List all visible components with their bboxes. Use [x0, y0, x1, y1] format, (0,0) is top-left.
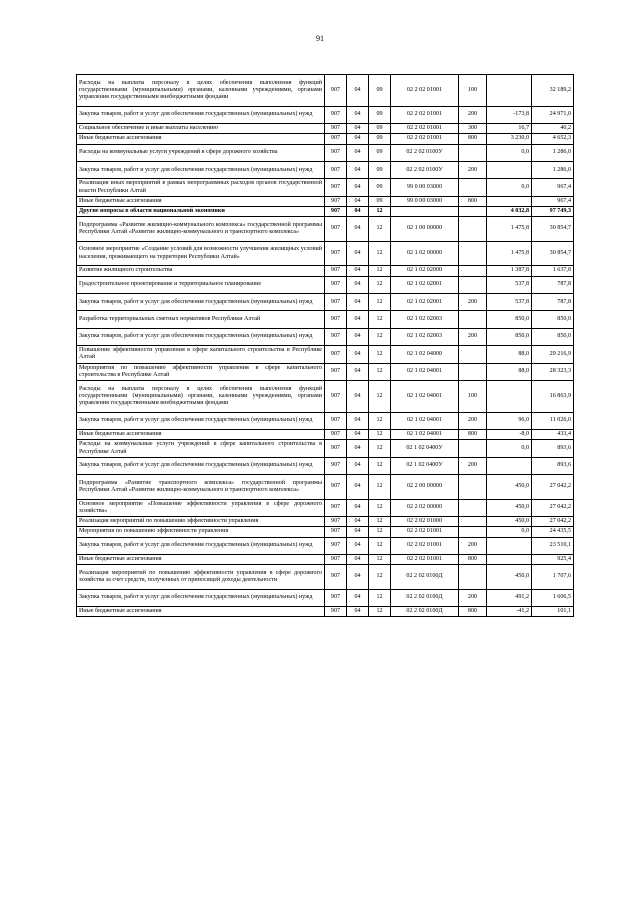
budget-table — [76, 74, 574, 617]
grbs-code-cell: 907 — [325, 75, 347, 107]
grbs-code-cell: 907 — [325, 380, 347, 412]
expense-type-cell — [459, 517, 487, 527]
subsection-code-cell: 09 — [369, 179, 391, 196]
table-row — [77, 196, 574, 206]
grbs-code-cell: 907 — [325, 607, 347, 617]
grbs-code-cell: 907 — [325, 196, 347, 206]
target-article-cell: 02 2 02 0100У — [391, 161, 459, 178]
expense-name-cell: Закупка товаров, работ и услуг для обеспечения государственных (муниципальных) нужд — [77, 537, 325, 554]
total-amount-cell: 101,1 — [532, 607, 574, 617]
section-code-cell: 04 — [347, 346, 369, 363]
subsection-code-cell: 09 — [369, 161, 391, 178]
section-code-cell: 04 — [347, 144, 369, 161]
expense-type-cell: 200 — [459, 161, 487, 178]
table-row — [77, 144, 574, 161]
grbs-code-cell: 907 — [325, 134, 347, 144]
table-row — [77, 217, 574, 242]
subsection-code-cell: 12 — [369, 499, 391, 516]
target-article-cell: 02 2 02 0100У — [391, 144, 459, 161]
section-code-cell: 04 — [347, 440, 369, 457]
expense-type-cell — [459, 527, 487, 537]
expense-name-cell: Подпрограмма «Развитие транспортного комплекса» государственной программы Республики Алтай «Развитие жилищно-коммунального и транспортного комплекса» — [77, 475, 325, 500]
expense-type-cell — [459, 276, 487, 293]
target-article-cell: 02 1 02 02001 — [391, 276, 459, 293]
change-amount-cell: 1 475,8 — [487, 217, 532, 242]
section-code-cell: 04 — [347, 527, 369, 537]
total-amount-cell: 4 652,3 — [532, 134, 574, 144]
change-amount-cell: 3 230,0 — [487, 134, 532, 144]
target-article-cell: 02 2 02 0100Д — [391, 607, 459, 617]
grbs-code-cell: 907 — [325, 217, 347, 242]
target-article-cell: 02 1 02 04001 — [391, 412, 459, 429]
change-amount-cell: 96,0 — [487, 412, 532, 429]
target-article-cell: 02 1 02 02001 — [391, 293, 459, 310]
section-code-cell: 04 — [347, 363, 369, 380]
section-code-cell: 04 — [347, 380, 369, 412]
table-row — [77, 206, 574, 216]
subsection-code-cell: 12 — [369, 554, 391, 564]
change-amount-cell — [487, 380, 532, 412]
expense-name-cell: Мероприятия по повышению эффективности управления — [77, 527, 325, 537]
total-amount-cell: 97 749,3 — [532, 206, 574, 216]
subsection-code-cell: 09 — [369, 196, 391, 206]
table-row — [77, 276, 574, 293]
table-row — [77, 537, 574, 554]
expense-name-cell: Реализация мероприятий по повышению эффективности управления — [77, 517, 325, 527]
section-code-cell: 04 — [347, 537, 369, 554]
section-code-cell: 04 — [347, 328, 369, 345]
target-article-cell: 02 2 00 00000 — [391, 475, 459, 500]
grbs-code-cell: 907 — [325, 457, 347, 474]
change-amount-cell: -8,0 — [487, 430, 532, 440]
table-row — [77, 554, 574, 564]
expense-type-cell: 800 — [459, 196, 487, 206]
grbs-code-cell: 907 — [325, 499, 347, 516]
grbs-code-cell: 907 — [325, 537, 347, 554]
change-amount-cell: 450,0 — [487, 499, 532, 516]
expense-type-cell — [459, 440, 487, 457]
total-amount-cell: 1 707,6 — [532, 565, 574, 590]
total-amount-cell: 16 863,9 — [532, 380, 574, 412]
expense-name-cell: Развитие жилищного строительства — [77, 266, 325, 276]
target-article-cell: 02 2 02 01001 — [391, 527, 459, 537]
expense-name-cell: Реализация мероприятий по повышению эффективности управления в сфере дорожного хозяйства за счет средств, полученных от приносящей доходы деятельности — [77, 565, 325, 590]
expense-name-cell: Разработка территориальных сметных нормативов Республики Алтай — [77, 311, 325, 328]
subsection-code-cell: 09 — [369, 144, 391, 161]
section-code-cell: 04 — [347, 106, 369, 123]
grbs-code-cell: 907 — [325, 293, 347, 310]
target-article-cell: 02 1 02 0400У — [391, 457, 459, 474]
grbs-code-cell: 907 — [325, 430, 347, 440]
change-amount-cell: -173,8 — [487, 106, 532, 123]
subsection-code-cell: 12 — [369, 346, 391, 363]
table-row — [77, 346, 574, 363]
change-amount-cell: 537,8 — [487, 293, 532, 310]
expense-name-cell: Закупка товаров, работ и услуг для обеспечения государственных (муниципальных) нужд — [77, 589, 325, 606]
change-amount-cell: -41,2 — [487, 607, 532, 617]
change-amount-cell: 450,0 — [487, 565, 532, 590]
expense-name-cell: Расходы на выплаты персоналу в целях обеспечения выполнения функций государственными (муниципальными) органами, казенными учреждениями, органами управления государственными внебюджетными фондами — [77, 380, 325, 412]
grbs-code-cell: 907 — [325, 276, 347, 293]
table-row — [77, 311, 574, 328]
grbs-code-cell: 907 — [325, 311, 347, 328]
table-row — [77, 241, 574, 266]
change-amount-cell: 537,8 — [487, 276, 532, 293]
grbs-code-cell: 907 — [325, 328, 347, 345]
total-amount-cell: 27 042,2 — [532, 499, 574, 516]
section-code-cell: 04 — [347, 517, 369, 527]
section-code-cell: 04 — [347, 565, 369, 590]
expense-name-cell: Иные бюджетные ассигнования — [77, 430, 325, 440]
total-amount-cell: 30 854,7 — [532, 217, 574, 242]
section-code-cell: 04 — [347, 124, 369, 134]
subsection-code-cell: 12 — [369, 537, 391, 554]
subsection-code-cell: 12 — [369, 565, 391, 590]
section-code-cell: 04 — [347, 554, 369, 564]
expense-type-cell — [459, 179, 487, 196]
expense-name-cell: Расходы на коммунальные услуги учреждений в сфере дорожного хозяйства — [77, 144, 325, 161]
section-code-cell: 04 — [347, 607, 369, 617]
subsection-code-cell: 12 — [369, 475, 391, 500]
table-row — [77, 499, 574, 516]
total-amount-cell: 11 026,0 — [532, 412, 574, 429]
subsection-code-cell: 12 — [369, 430, 391, 440]
expense-name-cell: Закупка товаров, работ и услуг для обеспечения государственных (муниципальных) нужд — [77, 412, 325, 429]
change-amount-cell: 1 387,8 — [487, 266, 532, 276]
expense-name-cell: Расходы на коммунальные услуги учреждений в сфере капитального строительства в Республике Алтай — [77, 440, 325, 457]
change-amount-cell: 491,2 — [487, 589, 532, 606]
target-article-cell: 02 2 02 01001 — [391, 106, 459, 123]
table-row — [77, 161, 574, 178]
table-row — [77, 430, 574, 440]
change-amount-cell — [487, 196, 532, 206]
table-row — [77, 589, 574, 606]
expense-type-cell — [459, 266, 487, 276]
subsection-code-cell: 12 — [369, 241, 391, 266]
expense-type-cell: 200 — [459, 106, 487, 123]
grbs-code-cell: 907 — [325, 440, 347, 457]
section-code-cell: 04 — [347, 134, 369, 144]
grbs-code-cell: 907 — [325, 554, 347, 564]
target-article-cell: 02 2 02 01001 — [391, 134, 459, 144]
target-article-cell: 02 2 02 0100Д — [391, 565, 459, 590]
change-amount-cell — [487, 75, 532, 107]
expense-type-cell — [459, 475, 487, 500]
target-article-cell: 99 0 00 03000 — [391, 179, 459, 196]
table-row — [77, 293, 574, 310]
table-row — [77, 607, 574, 617]
change-amount-cell — [487, 161, 532, 178]
change-amount-cell: 0,0 — [487, 144, 532, 161]
target-article-cell: 02 1 02 04001 — [391, 363, 459, 380]
subsection-code-cell: 09 — [369, 106, 391, 123]
expense-type-cell: 100 — [459, 380, 487, 412]
section-code-cell: 04 — [347, 589, 369, 606]
expense-name-cell: Иные бюджетные ассигнования — [77, 554, 325, 564]
grbs-code-cell: 907 — [325, 106, 347, 123]
subsection-code-cell: 12 — [369, 457, 391, 474]
total-amount-cell: 32 189,2 — [532, 75, 574, 107]
table-body — [77, 75, 574, 617]
expense-type-cell: 800 — [459, 134, 487, 144]
table-row — [77, 134, 574, 144]
table-row — [77, 440, 574, 457]
subsection-code-cell: 09 — [369, 124, 391, 134]
expense-name-cell: Расходы на выплаты персоналу в целях обеспечения выполнения функций государственными (муниципальными) органами, казенными учреждениями, органами управления государственными внебюджетными фондами — [77, 75, 325, 107]
expense-type-cell — [459, 206, 487, 216]
total-amount-cell: 893,6 — [532, 457, 574, 474]
change-amount-cell: 1 475,8 — [487, 241, 532, 266]
section-code-cell: 04 — [347, 311, 369, 328]
expense-name-cell: Социальное обеспечение и иные выплаты населению — [77, 124, 325, 134]
change-amount-cell — [487, 537, 532, 554]
total-amount-cell: 787,8 — [532, 276, 574, 293]
grbs-code-cell: 907 — [325, 206, 347, 216]
expense-type-cell — [459, 346, 487, 363]
expense-name-cell: Иные бюджетные ассигнования — [77, 196, 325, 206]
total-amount-cell: 24 971,0 — [532, 106, 574, 123]
total-amount-cell: 27 042,2 — [532, 517, 574, 527]
grbs-code-cell: 907 — [325, 527, 347, 537]
table-row — [77, 475, 574, 500]
change-amount-cell: 850,0 — [487, 311, 532, 328]
change-amount-cell: 88,0 — [487, 346, 532, 363]
expense-type-cell — [459, 565, 487, 590]
total-amount-cell: 1 606,5 — [532, 589, 574, 606]
change-amount-cell: 450,0 — [487, 517, 532, 527]
subsection-code-cell: 12 — [369, 589, 391, 606]
expense-name-cell: Основное мероприятие «Создание условий для возможности улучшения жилищных условий населения, проживающего на территории Республики Алтай» — [77, 241, 325, 266]
expense-type-cell — [459, 363, 487, 380]
expense-type-cell: 200 — [459, 328, 487, 345]
change-amount-cell: 850,0 — [487, 328, 532, 345]
change-amount-cell: 88,0 — [487, 363, 532, 380]
table-row — [77, 527, 574, 537]
table-row — [77, 457, 574, 474]
total-amount-cell: 925,4 — [532, 554, 574, 564]
section-code-cell: 04 — [347, 161, 369, 178]
section-code-cell: 04 — [347, 499, 369, 516]
expense-name-cell: Закупка товаров, работ и услуг для обеспечения государственных (муниципальных) нужд — [77, 328, 325, 345]
grbs-code-cell: 907 — [325, 363, 347, 380]
total-amount-cell: 1 286,0 — [532, 161, 574, 178]
total-amount-cell: 30 854,7 — [532, 241, 574, 266]
subsection-code-cell: 12 — [369, 363, 391, 380]
expense-type-cell — [459, 311, 487, 328]
change-amount-cell — [487, 457, 532, 474]
expense-name-cell: Закупка товаров, работ и услуг для обеспечения государственных (муниципальных) нужд — [77, 457, 325, 474]
subsection-code-cell: 12 — [369, 412, 391, 429]
section-code-cell: 04 — [347, 266, 369, 276]
grbs-code-cell: 907 — [325, 124, 347, 134]
expense-type-cell: 300 — [459, 124, 487, 134]
expense-name-cell: Закупка товаров, работ и услуг для обеспечения государственных (муниципальных) нужд — [77, 106, 325, 123]
target-article-cell: 02 2 02 00000 — [391, 499, 459, 516]
target-article-cell: 02 1 02 04001 — [391, 430, 459, 440]
table-row — [77, 266, 574, 276]
subsection-code-cell: 09 — [369, 134, 391, 144]
target-article-cell: 02 1 00 00000 — [391, 217, 459, 242]
subsection-code-cell: 12 — [369, 380, 391, 412]
total-amount-cell: 29 216,9 — [532, 346, 574, 363]
section-code-cell: 04 — [347, 457, 369, 474]
table-row — [77, 412, 574, 429]
table-row — [77, 179, 574, 196]
total-amount-cell: 967,4 — [532, 179, 574, 196]
target-article-cell: 99 0 00 03000 — [391, 196, 459, 206]
grbs-code-cell: 907 — [325, 266, 347, 276]
section-code-cell: 04 — [347, 206, 369, 216]
section-code-cell: 04 — [347, 217, 369, 242]
change-amount-cell: 4 032,8 — [487, 206, 532, 216]
expense-type-cell — [459, 241, 487, 266]
section-code-cell: 04 — [347, 196, 369, 206]
expense-name-cell: Закупка товаров, работ и услуг для обеспечения государственных (муниципальных) нужд — [77, 293, 325, 310]
expense-type-cell: 200 — [459, 589, 487, 606]
section-code-cell: 04 — [347, 179, 369, 196]
grbs-code-cell: 907 — [325, 517, 347, 527]
subsection-code-cell: 12 — [369, 217, 391, 242]
target-article-cell: 02 1 02 04000 — [391, 346, 459, 363]
expense-name-cell: Повышение эффективности управления в сфере капитального строительства в Республике Алтай — [77, 346, 325, 363]
section-code-cell: 04 — [347, 412, 369, 429]
subsection-code-cell: 12 — [369, 440, 391, 457]
section-code-cell: 04 — [347, 75, 369, 107]
total-amount-cell: 24 435,5 — [532, 527, 574, 537]
target-article-cell: 02 2 02 01001 — [391, 537, 459, 554]
expense-type-cell — [459, 499, 487, 516]
target-article-cell: 02 2 02 01001 — [391, 124, 459, 134]
subsection-code-cell: 12 — [369, 527, 391, 537]
table-row — [77, 106, 574, 123]
table-row — [77, 328, 574, 345]
total-amount-cell: 850,0 — [532, 328, 574, 345]
change-amount-cell: 0,0 — [487, 179, 532, 196]
expense-type-cell: 200 — [459, 457, 487, 474]
grbs-code-cell: 907 — [325, 589, 347, 606]
target-article-cell: 02 2 02 01001 — [391, 554, 459, 564]
total-amount-cell: 433,4 — [532, 430, 574, 440]
expense-name-cell: Иные бюджетные ассигнования — [77, 607, 325, 617]
subsection-code-cell: 12 — [369, 517, 391, 527]
table-row — [77, 75, 574, 107]
grbs-code-cell: 907 — [325, 475, 347, 500]
table-row — [77, 363, 574, 380]
grbs-code-cell: 907 — [325, 179, 347, 196]
target-article-cell: 02 1 02 04001 — [391, 380, 459, 412]
expense-type-cell — [459, 217, 487, 242]
table-row — [77, 517, 574, 527]
total-amount-cell: 850,0 — [532, 311, 574, 328]
total-amount-cell: 27 042,2 — [532, 475, 574, 500]
subsection-code-cell: 12 — [369, 311, 391, 328]
change-amount-cell: 16,7 — [487, 124, 532, 134]
table-row — [77, 380, 574, 412]
section-code-cell: 04 — [347, 430, 369, 440]
expense-type-cell — [459, 144, 487, 161]
expense-name-cell: Подпрограмма «Развитие жилищно-коммунального комплекса» государственной программы Республики Алтай «Развитие жилищно-коммунального и транспортного комплекса» — [77, 217, 325, 242]
target-article-cell: 02 1 02 00000 — [391, 241, 459, 266]
change-amount-cell — [487, 554, 532, 564]
grbs-code-cell: 907 — [325, 241, 347, 266]
expense-name-cell: Закупка товаров, работ и услуг для обеспечения государственных (муниципальных) нужд — [77, 161, 325, 178]
section-code-cell: 04 — [347, 293, 369, 310]
expense-type-cell: 100 — [459, 75, 487, 107]
total-amount-cell: 787,8 — [532, 293, 574, 310]
subsection-code-cell: 09 — [369, 75, 391, 107]
expense-name-cell: Градостроительное проектирование и территориальное планирование — [77, 276, 325, 293]
target-article-cell: 02 1 02 02003 — [391, 311, 459, 328]
change-amount-cell: 0,0 — [487, 440, 532, 457]
grbs-code-cell: 907 — [325, 346, 347, 363]
total-amount-cell: 1 286,0 — [532, 144, 574, 161]
subsection-code-cell: 12 — [369, 328, 391, 345]
page-number: 91 — [316, 34, 324, 43]
subsection-code-cell: 12 — [369, 293, 391, 310]
target-article-cell: 02 1 02 02003 — [391, 328, 459, 345]
target-article-cell: 02 1 02 0400У — [391, 440, 459, 457]
section-code-cell: 04 — [347, 475, 369, 500]
expense-name-cell: Другие вопросы в области национальной экономики — [77, 206, 325, 216]
grbs-code-cell: 907 — [325, 144, 347, 161]
change-amount-cell: 450,0 — [487, 475, 532, 500]
total-amount-cell: 893,6 — [532, 440, 574, 457]
subsection-code-cell: 12 — [369, 206, 391, 216]
target-article-cell: 02 2 02 01000 — [391, 517, 459, 527]
table-row — [77, 565, 574, 590]
grbs-code-cell: 907 — [325, 412, 347, 429]
section-code-cell: 04 — [347, 276, 369, 293]
total-amount-cell: 967,4 — [532, 196, 574, 206]
expense-name-cell: Основное мероприятие «Повышение эффективности управления в сфере дорожного хозяйства» — [77, 499, 325, 516]
expense-type-cell: 800 — [459, 607, 487, 617]
expense-name-cell: Реализация иных мероприятий в рамках непрограммных расходов органов государственной власти Республики Алтай — [77, 179, 325, 196]
target-article-cell — [391, 206, 459, 216]
grbs-code-cell: 907 — [325, 565, 347, 590]
table-row — [77, 124, 574, 134]
expense-name-cell: Иные бюджетные ассигнования — [77, 134, 325, 144]
total-amount-cell: 28 323,3 — [532, 363, 574, 380]
expense-type-cell: 200 — [459, 412, 487, 429]
expense-type-cell: 200 — [459, 293, 487, 310]
expense-type-cell: 800 — [459, 430, 487, 440]
expense-type-cell: 200 — [459, 537, 487, 554]
expense-name-cell: Мероприятия по повышению эффективности управления в сфере капитального строительства в Республике Алтай — [77, 363, 325, 380]
section-code-cell: 04 — [347, 241, 369, 266]
subsection-code-cell: 12 — [369, 607, 391, 617]
total-amount-cell: 40,2 — [532, 124, 574, 134]
target-article-cell: 02 1 02 02000 — [391, 266, 459, 276]
target-article-cell: 02 2 02 0100Д — [391, 589, 459, 606]
change-amount-cell: 0,0 — [487, 527, 532, 537]
expense-type-cell: 800 — [459, 554, 487, 564]
subsection-code-cell: 12 — [369, 276, 391, 293]
grbs-code-cell: 907 — [325, 161, 347, 178]
subsection-code-cell: 12 — [369, 266, 391, 276]
total-amount-cell: 1 637,8 — [532, 266, 574, 276]
total-amount-cell: 23 510,1 — [532, 537, 574, 554]
target-article-cell: 02 2 02 01001 — [391, 75, 459, 107]
